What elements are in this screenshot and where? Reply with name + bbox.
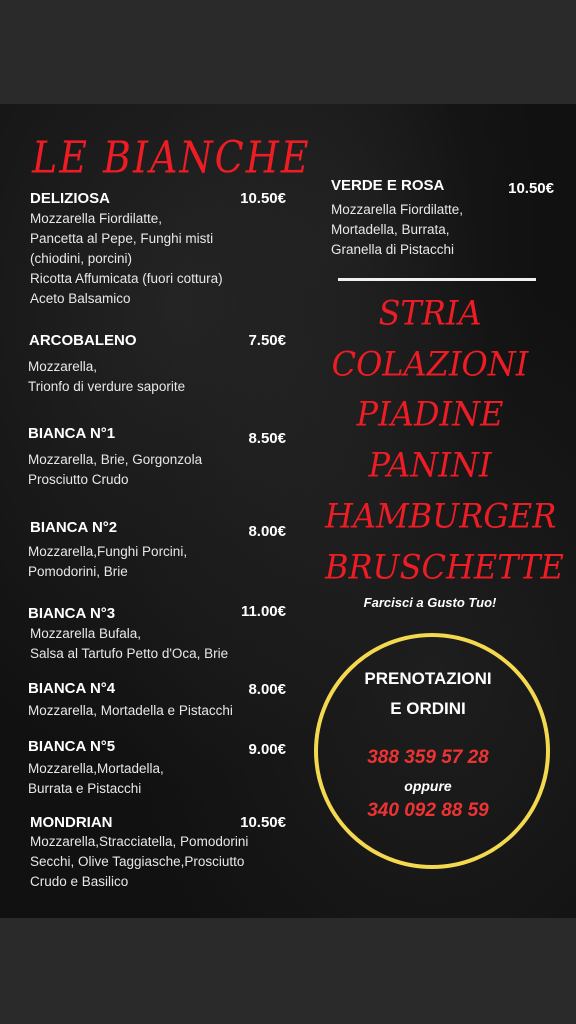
item-name-deliziosa: DELIZIOSA [30, 190, 111, 207]
item-price-bianca-2: 8.00€ [248, 523, 286, 540]
tagline: Farcisci a Gusto Tuo! [363, 595, 497, 610]
item-price-arcobaleno: 7.50€ [248, 332, 286, 349]
category-piadine: PIADINE [356, 394, 504, 434]
item-desc-arcobaleno: Mozzarella, Trionfo di verdure saporite [28, 359, 186, 394]
item-price-bianca-1: 8.50€ [248, 430, 286, 447]
item-price-deliziosa: 10.50€ [240, 190, 286, 207]
menu-board [0, 104, 576, 918]
item-price-bianca-4: 8.00€ [248, 681, 286, 698]
booking-or: oppure [404, 778, 452, 794]
section-divider [338, 278, 536, 281]
item-price-bianca-3: 11.00€ [240, 603, 286, 620]
item-name-verde-e-rosa: VERDE E ROSA [331, 177, 445, 194]
item-price-mondrian: 10.50€ [240, 814, 286, 831]
category-hamburger: HAMBURGER [325, 496, 557, 536]
item-desc-deliziosa: Mozzarella Fiordilatte, Pancetta al Pepe, Funghi misti (chiodini, porcini) Ricotta Affumicata (fuori cottura) Aceto Balsamico [30, 211, 223, 306]
item-desc-verde-e-rosa: Mozzarella Fiordilatte, Mortadella, Burrata, Granella di Pistacchi [331, 202, 464, 257]
item-name-mondrian: MONDRIAN [30, 814, 113, 831]
category-stria: STRIA [378, 293, 482, 333]
top-letterbox [0, 0, 576, 104]
section-title: LE BIANCHE [32, 132, 311, 183]
booking-phone-1: 388 359 57 28 [367, 747, 489, 768]
item-price-verde-e-rosa: 10.50€ [508, 180, 554, 197]
item-name-bianca-4: BIANCA N°4 [28, 680, 116, 697]
item-desc-mondrian: Mozzarella,Stracciatella, Pomodorini Secchi, Olive Taggiasche,Prosciutto Crudo e Basilico [30, 834, 249, 889]
item-desc-bianca-5: Mozzarella,Mortadella, Burrata e Pistacchi [28, 761, 164, 796]
item-name-bianca-3: BIANCA N°3 [28, 605, 116, 622]
item-desc-bianca-1: Mozzarella, Brie, Gorgonzola Prosciutto Crudo [28, 452, 203, 487]
booking-heading-line1: PRENOTAZIONI [364, 669, 492, 688]
category-colazioni: COLAZIONI [331, 344, 529, 384]
booking-heading-line2: E ORDINI [390, 699, 466, 718]
item-name-bianca-1: BIANCA N°1 [28, 425, 116, 442]
category-bruschette: BRUSCHETTE [325, 547, 564, 587]
item-name-arcobaleno: ARCOBALENO [29, 332, 137, 349]
item-desc-bianca-2: Mozzarella,Funghi Porcini, Pomodorini, Brie [28, 544, 188, 579]
item-name-bianca-2: BIANCA N°2 [30, 519, 118, 536]
booking-phone-2: 340 092 88 59 [367, 800, 489, 821]
category-panini: PANINI [368, 445, 492, 485]
item-desc-bianca-3: Mozzarella Bufala, Salsa al Tartufo Petto d'Oca, Brie [30, 626, 229, 661]
item-desc-bianca-4: Mozzarella, Mortadella e Pistacchi [28, 703, 233, 718]
item-name-bianca-5: BIANCA N°5 [28, 738, 116, 755]
item-price-bianca-5: 9.00€ [248, 741, 286, 758]
bottom-letterbox [0, 918, 576, 1024]
